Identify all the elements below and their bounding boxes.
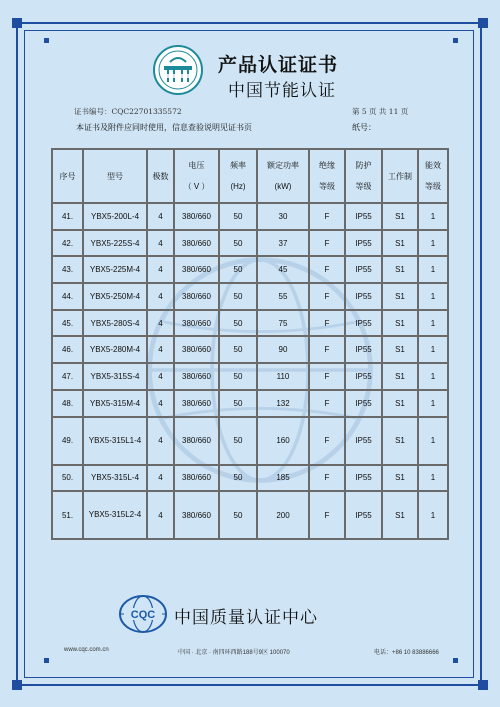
column-header-label: 序号 — [59, 171, 76, 181]
table-cell: YBX5-280S-4 — [83, 310, 147, 337]
footer-phone: 电话：+86 10 83886666 — [374, 650, 439, 656]
column-header-label: 能效 — [425, 161, 441, 170]
table-cell: 50 — [219, 256, 257, 283]
organization-name: 中国质量认证中心 — [174, 608, 318, 628]
column-header — [219, 149, 257, 203]
table-cell: 380/660 — [174, 465, 219, 492]
table-cell: 48. — [52, 390, 83, 417]
table-cell: F — [309, 390, 345, 417]
column-header — [418, 149, 448, 203]
footer-address: 中国 · 北京 · 南四环西路188号9区 100070 — [178, 650, 290, 656]
table-cell: IP55 — [345, 283, 382, 310]
table-cell: YBX5-280M-4 — [83, 336, 147, 363]
table-cell: 380/660 — [174, 491, 219, 539]
footer-website: www.cqc.com.cn — [64, 647, 109, 653]
table-cell: 50 — [219, 203, 257, 230]
table-cell: 49. — [52, 417, 83, 465]
table-cell: 1 — [418, 310, 448, 337]
table-row — [52, 310, 448, 337]
column-header-label: (Hz) — [230, 182, 246, 191]
frame-dot — [44, 658, 49, 663]
table-cell: S1 — [382, 491, 418, 539]
table-cell: S1 — [382, 310, 418, 337]
table-cell: YBX5-315L1-4 — [83, 417, 147, 465]
table-cell: 51. — [52, 491, 83, 539]
table-cell: 45. — [52, 310, 83, 337]
column-header — [309, 149, 345, 203]
cqc-logo-text: CQC — [130, 609, 156, 621]
table-cell: S1 — [382, 363, 418, 390]
table-cell: F — [309, 230, 345, 257]
certificate-note: 本证书及附件应同时使用，信息查验说明见证书页 — [76, 123, 252, 132]
energy-saving-logo-icon — [152, 44, 204, 96]
table-row — [52, 491, 448, 539]
table-cell: 4 — [147, 336, 174, 363]
table-cell: 90 — [257, 336, 309, 363]
column-header — [382, 149, 418, 203]
table-cell: YBX5-315L2-4 — [83, 491, 147, 539]
table-cell: F — [309, 336, 345, 363]
table-cell: 132 — [257, 390, 309, 417]
table-cell: F — [309, 491, 345, 539]
certificate-title: 产品认证证书 — [218, 54, 339, 76]
table-cell: 1 — [418, 283, 448, 310]
table-cell: S1 — [382, 417, 418, 465]
table-cell: S1 — [382, 283, 418, 310]
table-cell: F — [309, 363, 345, 390]
table-cell: 1 — [418, 417, 448, 465]
table-cell: S1 — [382, 203, 418, 230]
table-cell: 4 — [147, 491, 174, 539]
table-cell: 41. — [52, 203, 83, 230]
table-cell: YBX5-200L-4 — [83, 203, 147, 230]
table-cell: 43. — [52, 256, 83, 283]
table-cell: 50 — [219, 230, 257, 257]
certificate-number: 证书编号：CQC22701335572 — [74, 107, 182, 116]
table-cell: 55 — [257, 283, 309, 310]
table-cell: 380/660 — [174, 390, 219, 417]
table-row — [52, 283, 448, 310]
column-header — [257, 149, 309, 203]
column-header-label: 防护 — [355, 161, 372, 170]
table-row — [52, 256, 448, 283]
column-header-label: 等级 — [355, 182, 372, 191]
table-cell: IP55 — [345, 417, 382, 465]
table-cell: YBX5-315L-4 — [83, 465, 147, 492]
certificate-subtitle: 中国节能认证 — [228, 81, 336, 101]
column-header-label: 额定功率 — [267, 161, 299, 170]
column-header — [52, 149, 83, 203]
table-cell: IP55 — [345, 491, 382, 539]
table-cell: 4 — [147, 310, 174, 337]
table-cell: IP55 — [345, 390, 382, 417]
table-cell: 4 — [147, 230, 174, 257]
table-cell: 45 — [257, 256, 309, 283]
column-header-label: 极数 — [152, 171, 169, 181]
table-cell: 1 — [418, 465, 448, 492]
column-header — [83, 149, 147, 203]
table-header-row — [52, 149, 448, 203]
table-row — [52, 417, 448, 465]
table-cell: 380/660 — [174, 336, 219, 363]
table-cell: 380/660 — [174, 283, 219, 310]
column-header-label: 型号 — [107, 171, 123, 181]
table-cell: YBX5-315M-4 — [83, 390, 147, 417]
table-cell: 50 — [219, 491, 257, 539]
table-cell: YBX5-315S-4 — [83, 363, 147, 390]
table-row — [52, 203, 448, 230]
table-cell: 37 — [257, 230, 309, 257]
table-cell: F — [309, 203, 345, 230]
table-cell: F — [309, 465, 345, 492]
table-cell: 4 — [147, 390, 174, 417]
frame-dot — [44, 38, 49, 43]
table-cell: 1 — [418, 256, 448, 283]
table-row — [52, 363, 448, 390]
table-cell: S1 — [382, 230, 418, 257]
table-cell: IP55 — [345, 465, 382, 492]
table-cell: 110 — [257, 363, 309, 390]
table-cell: IP55 — [345, 363, 382, 390]
table-cell: 50 — [219, 310, 257, 337]
table-cell: IP55 — [345, 310, 382, 337]
table-cell: 4 — [147, 363, 174, 390]
table-cell: 1 — [418, 390, 448, 417]
table-cell: S1 — [382, 465, 418, 492]
page-number: 第 5 页 共 11 页 — [352, 107, 409, 116]
table-cell: F — [309, 310, 345, 337]
table-cell: IP55 — [345, 336, 382, 363]
column-header-label: 等级 — [319, 182, 335, 191]
cqc-logo-icon — [118, 594, 168, 634]
table-cell: YBX5-250M-4 — [83, 283, 147, 310]
table-cell: S1 — [382, 390, 418, 417]
table-cell: 50 — [219, 363, 257, 390]
table-cell: 47. — [52, 363, 83, 390]
table-cell: 1 — [418, 491, 448, 539]
table-cell: 50 — [219, 390, 257, 417]
table-cell: F — [309, 256, 345, 283]
frame-dot — [453, 38, 458, 43]
table-cell: 380/660 — [174, 417, 219, 465]
table-cell: F — [309, 417, 345, 465]
table-cell: 1 — [418, 363, 448, 390]
column-header-label: 电压 — [188, 161, 205, 170]
column-header-label: 等级 — [425, 182, 441, 191]
table-cell: 1 — [418, 336, 448, 363]
table-cell: 1 — [418, 203, 448, 230]
table-row — [52, 230, 448, 257]
table-cell: S1 — [382, 256, 418, 283]
table-cell: IP55 — [345, 230, 382, 257]
column-header — [147, 149, 174, 203]
table-cell: 380/660 — [174, 230, 219, 257]
product-table — [51, 148, 449, 540]
table-cell: 4 — [147, 417, 174, 465]
column-header-label: 工作制 — [388, 171, 412, 181]
table-cell: 30 — [257, 203, 309, 230]
column-header-label: (kW) — [274, 182, 292, 191]
table-cell: 1 — [418, 230, 448, 257]
table-cell: 50 — [219, 283, 257, 310]
table-cell: 50 — [219, 465, 257, 492]
table-cell: 46. — [52, 336, 83, 363]
table-cell: 44. — [52, 283, 83, 310]
table-cell: 380/660 — [174, 256, 219, 283]
table-cell: 185 — [257, 465, 309, 492]
frame-dot — [453, 658, 458, 663]
table-cell: IP55 — [345, 203, 382, 230]
table-cell: 380/660 — [174, 203, 219, 230]
table-cell: F — [309, 283, 345, 310]
table-cell: 380/660 — [174, 363, 219, 390]
table-cell: 200 — [257, 491, 309, 539]
table-cell: 42. — [52, 230, 83, 257]
table-cell: 75 — [257, 310, 309, 337]
table-cell: 50 — [219, 336, 257, 363]
table-row — [52, 465, 448, 492]
table-cell: YBX5-225S-4 — [83, 230, 147, 257]
paper-number: 纸号： — [352, 123, 376, 132]
table-cell: IP55 — [345, 256, 382, 283]
table-cell: 4 — [147, 256, 174, 283]
table-row — [52, 336, 448, 363]
table-cell: 160 — [257, 417, 309, 465]
table-cell: 4 — [147, 465, 174, 492]
table-row — [52, 390, 448, 417]
column-header — [174, 149, 219, 203]
table-cell: 50. — [52, 465, 83, 492]
column-header-label: 频率 — [230, 161, 246, 170]
table-cell: 50 — [219, 417, 257, 465]
table-cell: YBX5-225M-4 — [83, 256, 147, 283]
table-cell: S1 — [382, 336, 418, 363]
table-cell: 4 — [147, 203, 174, 230]
column-header-label: 绝缘 — [319, 161, 335, 170]
table-cell: 4 — [147, 283, 174, 310]
column-header — [345, 149, 382, 203]
table-cell: 380/660 — [174, 310, 219, 337]
column-header-label: （ V ） — [183, 182, 210, 191]
